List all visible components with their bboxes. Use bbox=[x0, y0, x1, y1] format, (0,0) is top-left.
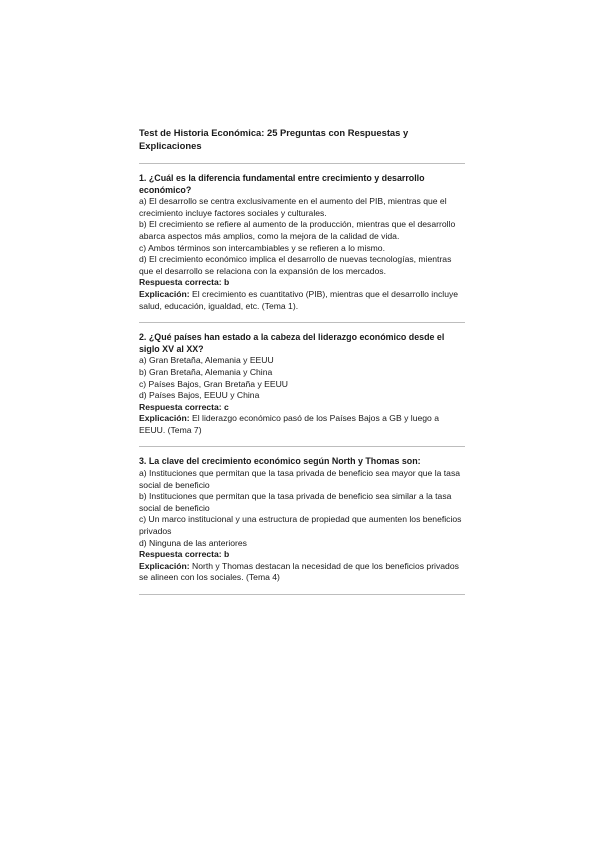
correct-answer bbox=[139, 402, 465, 414]
explanation-label: Explicación: bbox=[139, 288, 190, 299]
explanation-label: Explicación: bbox=[139, 560, 190, 571]
question-1 bbox=[139, 164, 465, 322]
explanation-text: El liderazgo económico pasó de los Países Bajos a GB y luego a EEUU. (Tema 7) bbox=[139, 413, 439, 435]
explanation-text: El crecimiento es cuantitativo (PIB), mientras que el desarrollo incluye salud, educación, igualdad, etc. (Tema 1). bbox=[139, 288, 459, 311]
divider bbox=[139, 594, 465, 595]
option-a: a) Instituciones que permitan que la tasa privada de beneficio sea mayor que la tasa social de beneficio bbox=[139, 468, 461, 490]
option-d: d) Países Bajos, EEUU y China bbox=[139, 390, 260, 401]
explanation-text: North y Thomas destacan la necesidad de que los beneficios privados se alineen con los sociales. (Tema 4) bbox=[139, 560, 459, 583]
question-heading: 3. La clave del crecimiento económico según North y Thomas son: bbox=[139, 456, 421, 467]
explanation bbox=[139, 289, 465, 312]
question-heading: 2. ¿Qué países han estado a la cabeza del liderazgo económico desde el siglo XV al XX? bbox=[139, 332, 445, 354]
answer-label: Respuesta correcta: bbox=[139, 401, 222, 412]
answer-value: b bbox=[224, 549, 230, 560]
question-2 bbox=[139, 323, 465, 446]
question-3 bbox=[139, 447, 465, 594]
correct-answer bbox=[139, 277, 465, 289]
explanation bbox=[139, 561, 465, 584]
option-c: c) Un marco institucional y una estructura de propiedad que aumenten los beneficios privados bbox=[139, 514, 462, 537]
option-b: b) El crecimiento se refiere al aumento de la producción, mientras que el desarrollo abarca aspectos más amplios, como la mejora de la calidad de vida. bbox=[139, 219, 456, 241]
option-d: d) El crecimiento económico implica el desarrollo de nuevas tecnologías, mientras que el desarrollo se relaciona con la expansión de los mercados. bbox=[139, 254, 452, 276]
document-title: Test de Historia Económica: 25 Preguntas con Respuestas y Explicaciones bbox=[139, 127, 409, 151]
option-c: c) Ambos términos son intercambiables y se refieren a lo mismo. bbox=[139, 242, 385, 253]
answer-value: b bbox=[224, 277, 230, 288]
document-page bbox=[139, 126, 465, 595]
answer-label: Respuesta correcta: bbox=[139, 277, 222, 288]
option-c: c) Países Bajos, Gran Bretaña y EEUU bbox=[139, 378, 289, 389]
correct-answer bbox=[139, 549, 465, 561]
explanation-label: Explicación: bbox=[139, 413, 190, 424]
option-b: b) Gran Bretaña, Alemania y China bbox=[139, 366, 273, 377]
answer-value: c bbox=[224, 401, 229, 412]
option-a: a) El desarrollo se centra exclusivamente en el aumento del PIB, mientras que el crecimiento incluye factores sociales y culturales. bbox=[139, 196, 447, 218]
option-a: a) Gran Bretaña, Alemania y EEUU bbox=[139, 355, 274, 366]
option-d: d) Ninguna de las anteriores bbox=[139, 537, 247, 548]
explanation bbox=[139, 413, 465, 436]
option-b: b) Instituciones que permitan que la tasa privada de beneficio sea similar a la tasa social de beneficio bbox=[139, 491, 452, 513]
answer-label: Respuesta correcta: bbox=[139, 549, 222, 560]
question-heading: 1. ¿Cuál es la diferencia fundamental entre crecimiento y desarrollo económico? bbox=[139, 173, 425, 195]
